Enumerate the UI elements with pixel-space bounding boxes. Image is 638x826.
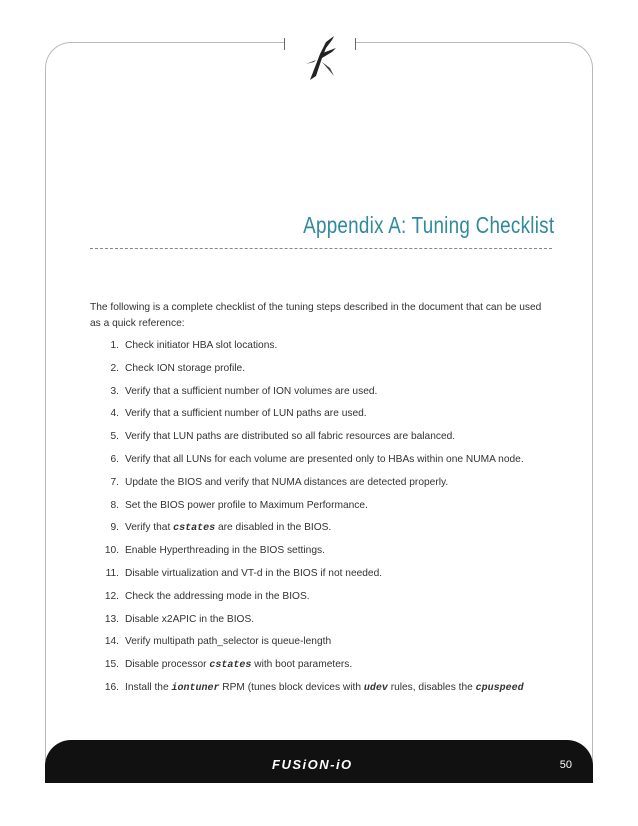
checklist-item <box>90 408 560 431</box>
fusion-io-emblem-icon <box>296 32 344 82</box>
inline-code: cstates <box>173 523 216 535</box>
checklist-item-text <box>125 682 524 694</box>
checklist-item-number: 16. <box>104 681 119 693</box>
checklist-item-text <box>125 500 368 511</box>
checklist-text-segment: Check the addressing mode in the BIOS. <box>125 590 310 602</box>
checklist-text-segment: Verify that a sufficient number of LUN paths are used. <box>125 408 367 420</box>
checklist-text-segment: Disable virtualization and VT-d in the BIOS if not needed. <box>125 567 383 579</box>
checklist-item-text <box>125 568 382 579</box>
checklist-item <box>90 386 560 409</box>
checklist-item <box>90 500 560 523</box>
checklist-text-segment: Set the BIOS power profile to Maximum Performance. <box>125 499 368 511</box>
checklist-text-segment: Verify that LUN paths are distributed so all fabric resources are balanced. <box>125 431 456 443</box>
checklist-item <box>90 614 560 637</box>
checklist-text-segment: Disable x2APIC in the BIOS. <box>125 613 255 625</box>
checklist-item-number: 8. <box>110 499 119 511</box>
checklist-item <box>90 545 560 568</box>
checklist-item <box>90 454 560 477</box>
checklist-item <box>90 636 560 659</box>
checklist-text-segment: Check ION storage profile. <box>125 362 246 374</box>
checklist-item <box>90 591 560 614</box>
checklist <box>90 340 560 705</box>
checklist-text-segment: Enable Hyperthreading in the BIOS settings. <box>125 545 325 557</box>
page-number: 50 <box>559 759 572 771</box>
title-divider <box>90 248 552 249</box>
inline-code: cstates <box>209 660 252 672</box>
checklist-item-number: 6. <box>110 453 119 465</box>
checklist-text-segment: Verify that all LUNs for each volume are presented only to HBAs within one NUMA node. <box>125 453 524 465</box>
checklist-item-text <box>125 454 524 465</box>
checklist-item-text <box>125 522 331 534</box>
inline-code: udev <box>363 682 388 694</box>
checklist-item-text <box>125 614 254 625</box>
checklist-text-segment: Disable processor <box>125 659 210 671</box>
checklist-item <box>90 431 560 454</box>
checklist-text-segment: with boot parameters. <box>251 659 353 671</box>
checklist-item-text <box>125 431 455 442</box>
checklist-text-segment: RPM (tunes block devices with <box>219 681 364 693</box>
footer-logo: FUSiON-iO <box>272 757 353 772</box>
checklist-item <box>90 340 560 363</box>
checklist-item-text <box>125 363 245 374</box>
checklist-item-number: 5. <box>110 431 119 443</box>
inline-code: cpuspeed <box>475 682 524 694</box>
checklist-item <box>90 659 560 682</box>
checklist-item <box>90 363 560 386</box>
checklist-item-text <box>125 386 377 397</box>
checklist-item-number: 14. <box>104 636 119 648</box>
checklist-item-number: 4. <box>110 408 119 420</box>
checklist-item-text <box>125 545 325 556</box>
checklist-text-segment: Install the <box>125 681 172 693</box>
checklist-text-segment: are disabled in the BIOS. <box>215 522 332 534</box>
checklist-item <box>90 522 560 545</box>
checklist-text-segment: Verify that <box>125 522 174 534</box>
checklist-item-number: 3. <box>110 385 119 397</box>
checklist-item <box>90 568 560 591</box>
inline-code: iontuner <box>171 682 220 694</box>
checklist-text-segment: Check initiator HBA slot locations. <box>125 340 278 351</box>
checklist-item-number: 1. <box>110 340 119 351</box>
checklist-item-number: 2. <box>110 362 119 374</box>
checklist-item-number: 12. <box>104 590 119 602</box>
checklist-item <box>90 477 560 500</box>
logo-left-tick <box>284 38 285 50</box>
logo-right-tick <box>355 38 356 50</box>
checklist-item-number: 10. <box>104 545 119 557</box>
checklist-item-number: 7. <box>110 476 119 488</box>
intro-paragraph: The following is a complete checklist of the tuning steps described in the document that can be used as a quick reference: <box>90 302 542 329</box>
checklist-text-segment: Verify that a sufficient number of ION volumes are used. <box>125 385 378 397</box>
checklist-item <box>90 682 560 705</box>
checklist-text-segment: rules, disables the <box>387 681 476 693</box>
checklist-item-number: 9. <box>110 522 119 534</box>
checklist-item-text <box>125 477 448 488</box>
page-title: Appendix A: Tuning Checklist <box>302 212 554 238</box>
checklist-text-segment: Verify multipath path_selector is queue-length <box>125 636 332 648</box>
checklist-item-text <box>125 636 331 647</box>
checklist-item-text <box>125 408 367 419</box>
checklist-item-text <box>125 340 277 351</box>
checklist-item-number: 15. <box>104 659 119 671</box>
checklist-text-segment: Update the BIOS and verify that NUMA distances are detected properly. <box>125 476 449 488</box>
checklist-item-text <box>125 591 310 602</box>
checklist-item-text <box>125 659 352 671</box>
checklist-item-number: 11. <box>105 567 119 579</box>
checklist-item-number: 13. <box>104 613 119 625</box>
